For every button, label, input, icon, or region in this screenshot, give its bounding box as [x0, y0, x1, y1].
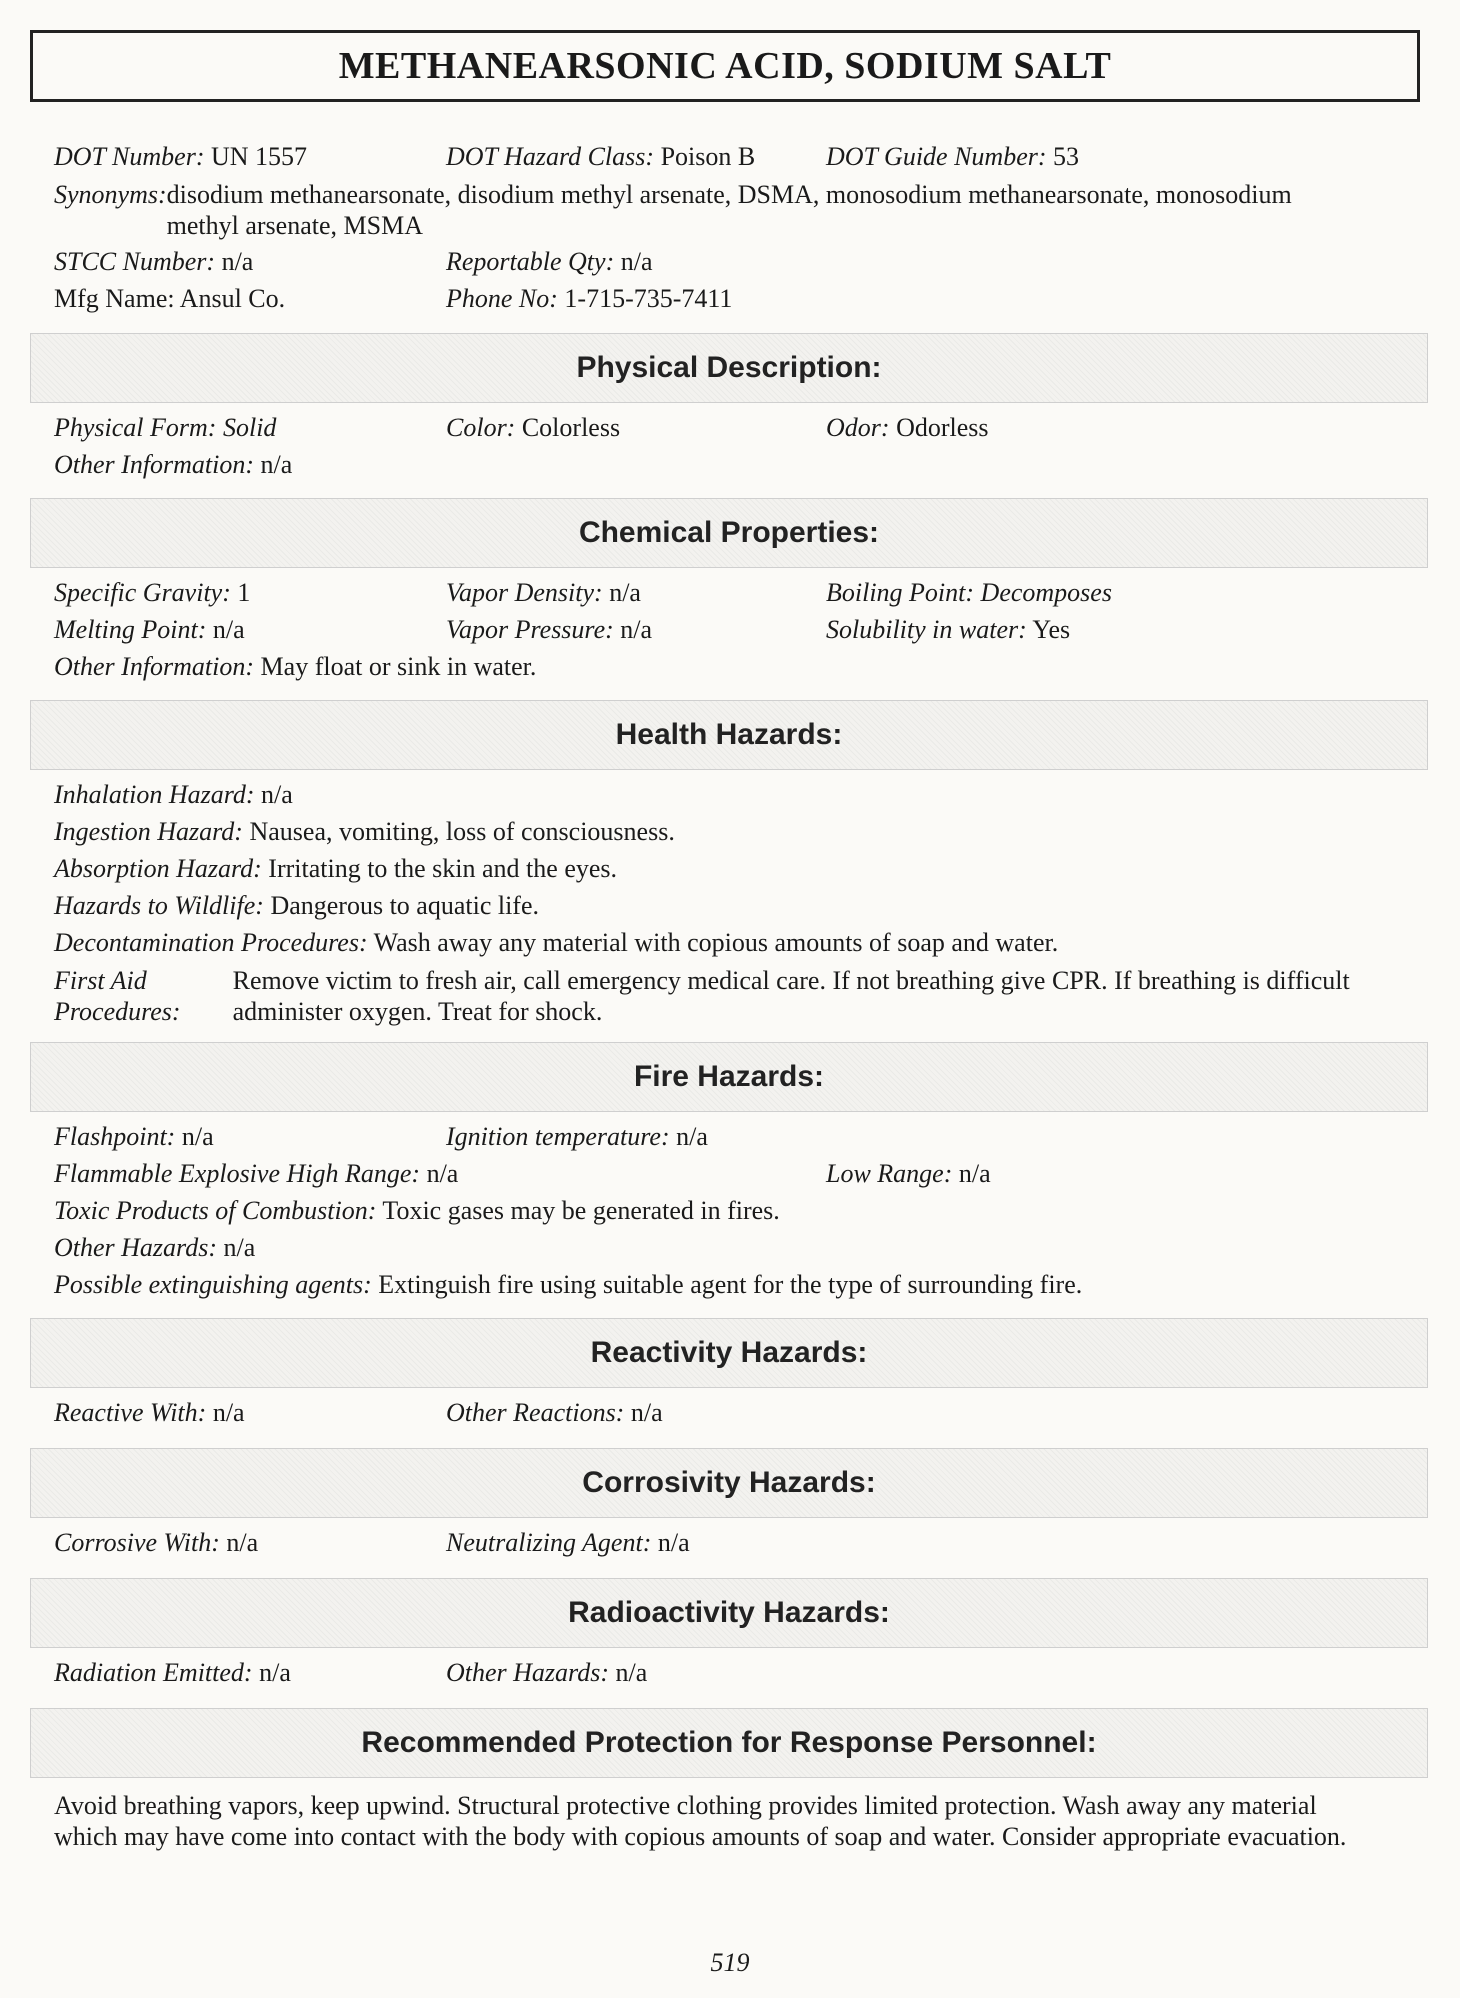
radiation-emitted-label: Radiation Emitted:: [54, 1658, 253, 1687]
solubility-label: Solubility in water:: [826, 615, 1027, 644]
boiling-point-label: Boiling Point:: [826, 578, 975, 607]
physical-other-label: Other Information:: [54, 450, 255, 479]
header-info: [54, 142, 1420, 321]
chemical-properties-heading: Chemical Properties:: [30, 498, 1428, 568]
toxic-products-value: Toxic gases may be generated in fires.: [382, 1196, 780, 1225]
protection-text: Avoid breathing vapors, keep upwind. Structural protective clothing provides limited protection. Wash away any material which may have come into contact with the body with copious amounts of soap and water. Consider appropriate evacuation.: [54, 1791, 1347, 1851]
reactivity-hazards-section: [54, 1398, 1420, 1435]
stcc-label: STCC Number:: [54, 247, 216, 276]
hazard-class-label: DOT Hazard Class:: [446, 142, 655, 171]
health-hazards-heading: Health Hazards:: [30, 700, 1428, 770]
decontamination-label: Decontamination Procedures:: [54, 928, 368, 957]
odor-value: Odorless: [896, 413, 989, 442]
corrosive-with-value: n/a: [226, 1528, 259, 1557]
guide-number-value: 53: [1053, 142, 1080, 171]
inhalation-value: n/a: [261, 780, 293, 809]
vapor-pressure-value: n/a: [620, 615, 653, 644]
specific-gravity-value: 1: [237, 578, 251, 607]
reportable-qty-value: n/a: [620, 247, 653, 276]
vapor-density-label: Vapor Density:: [446, 578, 603, 607]
vapor-density-value: n/a: [609, 578, 641, 607]
fire-other-value: n/a: [223, 1233, 256, 1262]
other-reactions-label: Other Reactions:: [446, 1398, 625, 1427]
fire-hazards-heading: Fire Hazards:: [30, 1042, 1428, 1112]
flashpoint-value: n/a: [181, 1122, 214, 1151]
color-value: Colorless: [521, 413, 621, 442]
vapor-pressure-label: Vapor Pressure:: [446, 615, 614, 644]
wildlife-label: Hazards to Wildlife:: [54, 891, 264, 920]
phone-label: Phone No:: [446, 284, 558, 313]
solubility-value: Yes: [1032, 615, 1071, 644]
guide-number-label: DOT Guide Number:: [826, 142, 1047, 171]
radio-other-label: Other Hazards:: [446, 1658, 609, 1687]
page-number: 519: [710, 1948, 750, 1977]
physical-other-value: n/a: [260, 450, 293, 479]
first-aid-value: Remove victim to fresh air, call emergency medical care. If not breathing give CPR. If breathing is difficult administer oxygen. Treat for shock.: [232, 966, 1350, 1026]
fire-hazards-section: [54, 1122, 1420, 1307]
synonyms-value: disodium methanearsonate, disodium methyl arsenate, DSMA, monosodium methanearsonate, monosodium methyl arsenate, MSMA: [166, 180, 1292, 240]
radioactivity-hazards-section: [54, 1658, 1420, 1695]
neutralizing-agent-value: n/a: [657, 1528, 690, 1557]
specific-gravity-label: Specific Gravity:: [54, 578, 231, 607]
decontamination-value: Wash away any material with copious amounts of soap and water.: [373, 928, 1059, 957]
reactive-with-value: n/a: [212, 1398, 245, 1427]
mfg-name-label: Mfg Name:: [54, 284, 175, 313]
synonyms-label: Synonyms:: [54, 180, 167, 209]
hazard-class-value: Poison B: [660, 142, 756, 171]
physical-form-label: Physical Form:: [54, 413, 217, 442]
radio-other-value: n/a: [615, 1658, 648, 1687]
document-title: METHANEARSONIC ACID, SODIUM SALT: [30, 30, 1420, 102]
ingestion-value: Nausea, vomiting, loss of consciousness.: [249, 817, 675, 846]
extinguishing-value: Extinguish fire using suitable agent for the type of surrounding fire.: [378, 1270, 1083, 1299]
physical-description-heading: Physical Description:: [30, 333, 1428, 403]
extinguishing-label: Possible extinguishing agents:: [54, 1270, 372, 1299]
wildlife-value: Dangerous to aquatic life.: [270, 891, 540, 920]
corrosivity-hazards-section: [54, 1528, 1420, 1565]
high-range-label: Flammable Explosive High Range:: [54, 1159, 421, 1188]
chemical-other-value: May float or sink in water.: [260, 652, 537, 681]
melting-point-value: n/a: [212, 615, 245, 644]
toxic-products-label: Toxic Products of Combustion:: [54, 1196, 377, 1225]
boiling-point-value: Decomposes: [980, 578, 1112, 607]
color-label: Color:: [446, 413, 516, 442]
absorption-label: Absorption Hazard:: [54, 854, 262, 883]
ignition-temp-value: n/a: [676, 1122, 708, 1151]
absorption-value: Irritating to the skin and the eyes.: [268, 854, 618, 883]
stcc-value: n/a: [221, 247, 254, 276]
radiation-emitted-value: n/a: [259, 1658, 291, 1687]
dot-number-value: UN 1557: [210, 142, 308, 171]
chemical-properties-section: [54, 578, 1420, 689]
flashpoint-label: Flashpoint:: [54, 1122, 176, 1151]
high-range-value: n/a: [426, 1159, 459, 1188]
other-reactions-value: n/a: [630, 1398, 663, 1427]
odor-label: Odor:: [826, 413, 890, 442]
reportable-qty-label: Reportable Qty:: [446, 247, 615, 276]
chemical-other-label: Other Information:: [54, 652, 255, 681]
ingestion-label: Ingestion Hazard:: [54, 817, 243, 846]
corrosivity-hazards-heading: Corrosivity Hazards:: [30, 1448, 1428, 1518]
dot-number-label: DOT Number:: [54, 142, 205, 171]
melting-point-label: Melting Point:: [54, 615, 207, 644]
low-range-value: n/a: [958, 1159, 991, 1188]
protection-heading: Recommended Protection for Response Personnel:: [30, 1708, 1428, 1778]
mfg-name-value: Ansul Co.: [179, 284, 286, 313]
reactive-with-label: Reactive With:: [54, 1398, 207, 1427]
radioactivity-hazards-heading: Radioactivity Hazards:: [30, 1578, 1428, 1648]
health-hazards-section: [54, 780, 1420, 1033]
low-range-label: Low Range:: [826, 1159, 953, 1188]
fire-other-label: Other Hazards:: [54, 1233, 217, 1262]
physical-description-section: [54, 413, 1420, 487]
neutralizing-agent-label: Neutralizing Agent:: [446, 1528, 652, 1557]
reactivity-hazards-heading: Reactivity Hazards:: [30, 1318, 1428, 1388]
first-aid-label: First Aid Procedures:: [54, 966, 181, 1026]
phone-value: 1-715-735-7411: [564, 284, 733, 313]
corrosive-with-label: Corrosive With:: [54, 1528, 220, 1557]
ignition-temp-label: Ignition temperature:: [446, 1122, 670, 1151]
physical-form-value: Solid: [222, 413, 277, 442]
inhalation-label: Inhalation Hazard:: [54, 780, 255, 809]
